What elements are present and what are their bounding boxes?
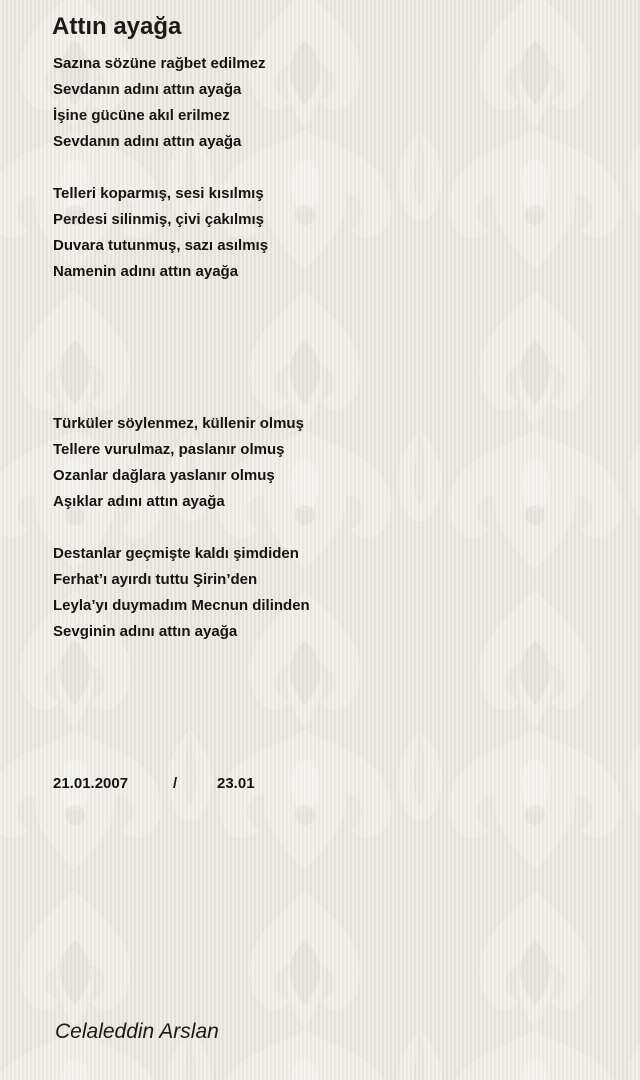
poem-line: Telleri koparmış, sesi kısılmış xyxy=(53,185,264,202)
poem-line: Namenin adını attın ayağa xyxy=(53,263,239,280)
poem-author-signature: Celaleddin Arslan xyxy=(55,1020,219,1043)
poem-line: Sevginin adını attın ayağa xyxy=(53,623,238,640)
stanza-1 xyxy=(53,51,266,155)
poem-line: Sazına sözüne rağbet edilmez xyxy=(53,55,266,72)
poem-line: Sevdanın adını attın ayağa xyxy=(53,81,242,98)
poem-line: Ferhat’ı ayırdı tuttu Şirin’den xyxy=(53,571,258,588)
poem-time: 23.01 xyxy=(217,775,255,792)
poem-line: Sevdanın adını attın ayağa xyxy=(53,133,242,150)
poem-line: Aşıklar adını attın ayağa xyxy=(53,493,225,510)
poem-line: Duvara tutunmuş, sazı asılmış xyxy=(53,237,269,254)
poem-line: Türküler söylenmez, küllenir olmuş xyxy=(53,415,304,432)
stanza-3 xyxy=(53,411,304,515)
stanza-4 xyxy=(53,541,310,645)
poem-line: Perdesi silinmiş, çivi çakılmış xyxy=(53,211,264,228)
poem-line: Tellere vurulmaz, paslanır olmuş xyxy=(53,441,285,458)
poem-line: Destanlar geçmişte kaldı şimdiden xyxy=(53,545,299,562)
poem-line: İşine gücüne akıl erilmez xyxy=(53,107,230,124)
poem-line: Ozanlar dağlara yaslanır olmuş xyxy=(53,467,275,484)
poem-line: Leyla’yı duymadım Mecnun dilinden xyxy=(53,597,310,614)
stanza-2 xyxy=(53,181,268,285)
poem-title: Attın ayağa xyxy=(52,13,182,40)
date-separator: / xyxy=(173,775,178,792)
poem-date: 21.01.2007 xyxy=(53,775,129,792)
